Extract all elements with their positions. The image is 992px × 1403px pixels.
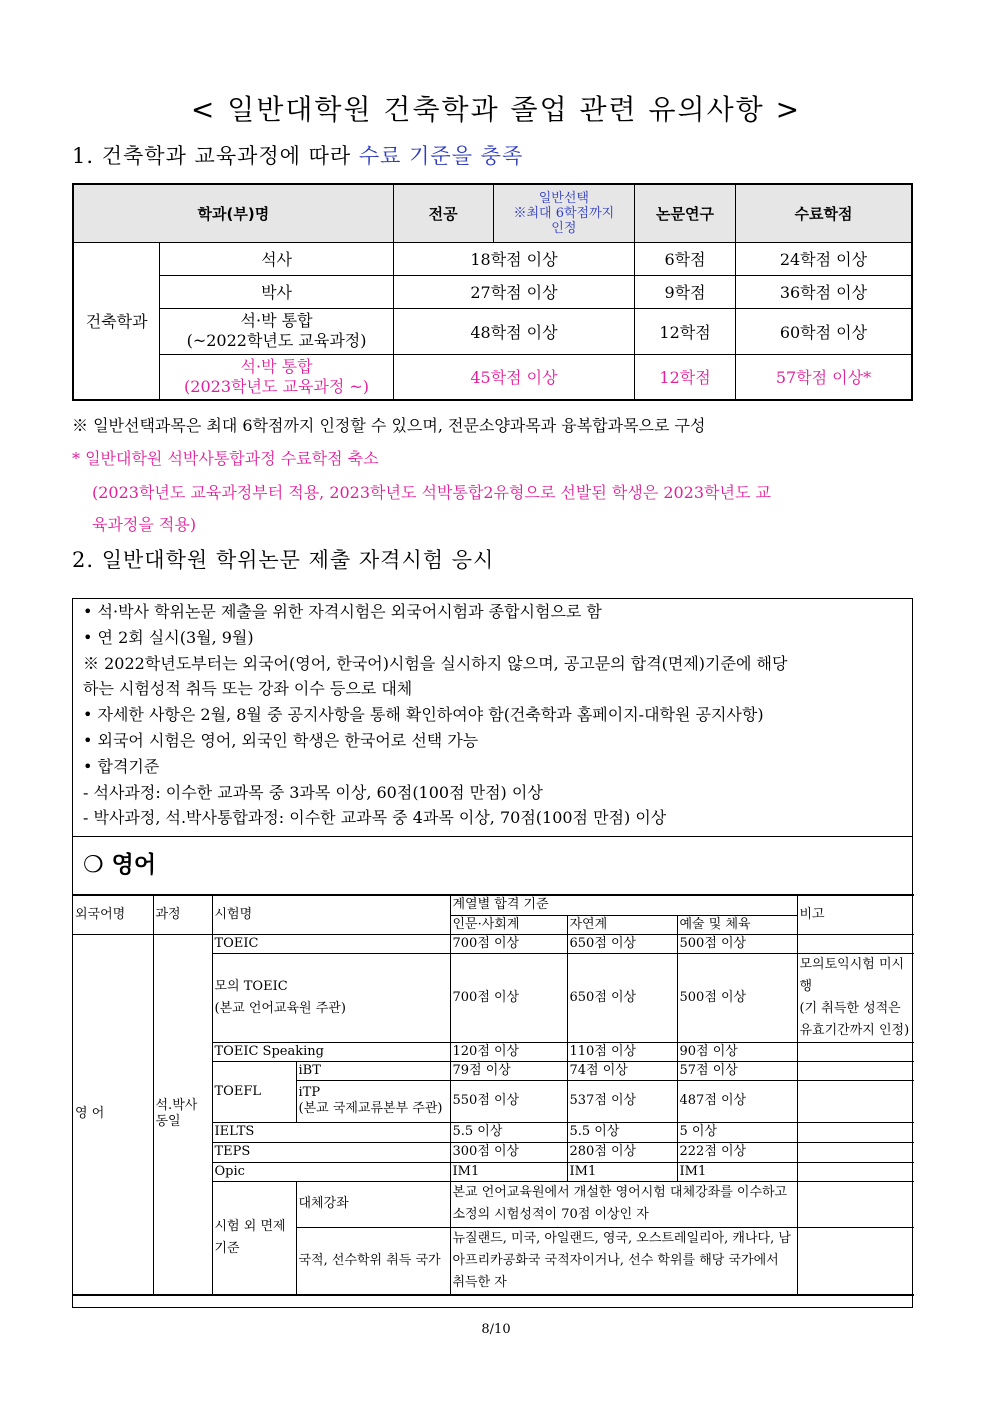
completion-table: 학과(부)명 전공 일반선택 ※최대 6학점까지 인정 논문연구 수료학점 건축학과 석사 18학점 이상 6학점 24학점 이상 박사 27학점 이상 9학점 36학점 이상 석·박 통합 (~2022학년도 교육과정) 48학점 이상 12학점 60학점 이상 석·박 통합 (2023학년도 교육과정 ~) 45학점 이상 12학점 57학점 이상* [72, 183, 913, 401]
note-reduction: * 일반대학원 석박사통합과정 수료학점 축소 [72, 449, 379, 468]
english-criteria-table: 외국어명 과정 시험명 계열별 합격 기준 비고 인문·사회계 자연계 예술 및 체육 영 어 석.박사 동일 TOEIC 700점 이상 650점 이상 500점 이상 모의 TOEIC (본교 언어교육원 주관) 700점 이상 650점 이상 500점 이상 모의토익시험 미시행 (기 취득한 성적은 유효기간까지 인정) TOEIC Speaking 120점 이상 110점 이상 90점 이상 TOEFL iBT 79점 이상 74점 이상 57점 이상 iTP (본교 국제교류본부 주관) 550점 이상 537점 이상 487점 이상 IELTS 5.5 이상 5.5 이상 5 이상 TEPS 300점 이상 280점 이상 222점 이상 Opic IM1 IM1 IM1 시험 외 면제 기준 대체강좌 본교 언어교육원에서 개설한 영어시험 대체강좌를 이수하고 소정의 시험성적이 70점 이상인 자 국적, 선수학위 취득 국가 뉴질랜드, 미국, 아일랜드, 영국, 오스트레일리아, 캐나다, 남아프리카공화국 국적자이거나, 선수 학위를 해당 국가에서 취득한 자 [73, 894, 914, 1296]
note-reduction-detail: (2023학년도 교육과정부터 적용, 2023학년도 석박통합2유형으로 선발된 학생은 2023학년도 교 [92, 483, 771, 502]
exam-info-text: • 석·박사 학위논문 제출을 위한 자격시험은 외국어시험과 종합시험으로 함 • 연 2회 실시(3월, 9월) ※ 2022학년도부터는 외국어(영어, 한국어)시험을 실시하지 않으며, 공고문의 합격(면제)기준에 해당 하는 시험성적 취득 또는 강좌 이수 등으로 대체 • 자세한 사항은 2월, 8월 중 공지사항을 통해 확인하여야 함(건축학과 홈페이지-대학원 공지사항) • 외국어 시험은 영어, 외국인 학생은 한국어로 선택 가능 • 합격기준 - 석사과정: 이수한 교과목 중 3과목 이상, 60점(100점 만점) 이상 - 박사과정, 석.박사통합과정: 이수한 교과목 중 4과목 이상, 70점(100점 만점) 이상 [83, 602, 788, 828]
course-cell: 석·박 통합 (2023학년도 교육과정 ~) [160, 354, 393, 400]
course-cell: 석사 [160, 242, 393, 275]
page-title: < 일반대학원 건축학과 졸업 관련 유의사항 > [190, 93, 802, 126]
course-cell: 석.박사 동일 [153, 934, 212, 1295]
lang-cell: 영 어 [73, 934, 153, 1295]
header-thesis: 논문연구 [635, 184, 736, 242]
page-number: 8/10 [481, 1322, 511, 1337]
exam-info-box [72, 598, 913, 1308]
note-general: ※ 일반선택과목은 최대 6학점까지 인정할 수 있으며, 전문소양과목과 융복합과목으로 구성 [72, 416, 706, 435]
header-general: 일반선택 ※최대 6학점까지 인정 [493, 184, 635, 242]
dept-cell: 건축학과 [73, 242, 160, 400]
english-heading: ❍ 영어 [83, 852, 157, 878]
section1-heading: 1. 건축학과 교육과정에 따라 수료 기준을 충족 [72, 144, 524, 168]
divider [73, 836, 912, 837]
course-cell: 박사 [160, 275, 393, 308]
course-cell: 석·박 통합 (~2022학년도 교육과정) [160, 308, 393, 354]
section2-heading: 2. 일반대학원 학위논문 제출 자격시험 응시 [72, 548, 495, 572]
header-major: 전공 [393, 184, 493, 242]
note-reduction-detail-2: 육과정을 적용) [92, 515, 197, 534]
header-dept: 학과(부)명 [73, 184, 393, 242]
header-total: 수료학점 [735, 184, 912, 242]
